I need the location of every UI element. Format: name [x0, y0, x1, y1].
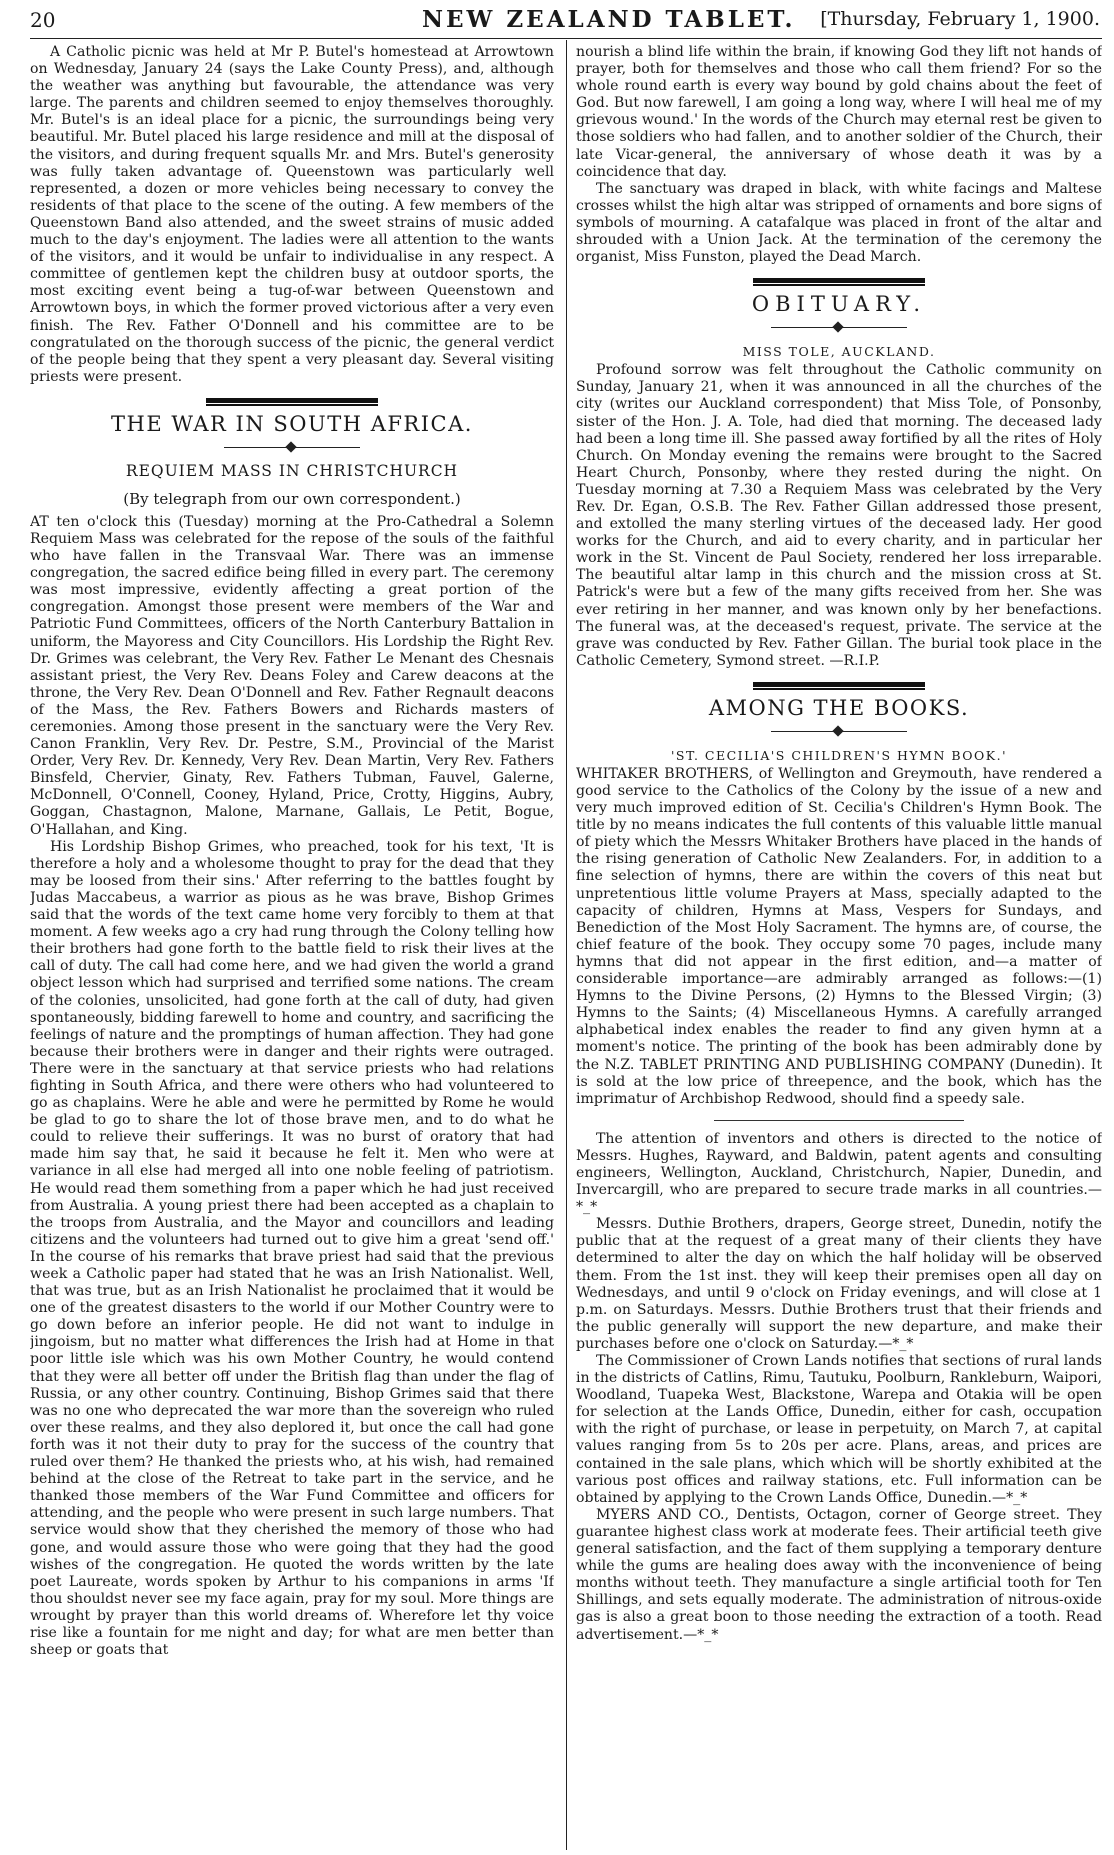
- section-rule: [576, 682, 1102, 688]
- books-paragraph: WHITAKER BROTHERS, of Wellington and Greymouth, have rendered a good service to the Catholics of the Colony by the issue of a new and very much improved edition of St. Cecilia's Children's Hymn Book. The title by no means indicates the full contents of this valuable little manual of piety which the Messrs Whitaker Brothers have placed in the hands of the rising generation of Catholic New Zealanders. For, in addition to a fine selection of hymns, there are within the covers of this neat but unpretentious little volume Prayers at Mass, specially adapted to the capacity of children, Hymns at Mass, Vespers for Sundays, and Benediction of the Most Holy Sacrament. The hymns are, of course, the chief feature of the book. They occupy some 70 pages, include many hymns that did not appear in the first edition, and—a matter of considerable importance—are admirably arranged as follows:—(1) Hymns to the Divine Persons, (2) Hymns to the Blessed Virgin; (3) Hymns to the Saints; (4) Miscellaneous Hymns. A carefully arranged alphabetical index enables the reader to find any given hymn at a moment's notice. The printing of the book has been admirably done by the N.Z. TABLET PRINTING AND PUBLISHING COMPANY (Dunedin). It is sold at the low price of threepence, and the book, which has the imprimatur of Archbishop Redwood, should find a speedy sale.: [576, 765, 1102, 1107]
- notice-inventors: The attention of inventors and others is directed to the notice of Messrs. Hughes, Rayward, and Baldwin, patent agents and consulting engineers, Wellington, Auckland, Christchurch, Napier, Dunedin, and Invercargill, who are prepared to secure trade marks in all countries.—*_*: [576, 1130, 1102, 1216]
- masthead-rule: [30, 38, 1102, 39]
- section-rule: [30, 398, 554, 404]
- section-rule: [576, 278, 1102, 284]
- requiem-mass-paragraph-2: His Lordship Bishop Grimes, who preached, took for his text, 'It is therefore a holy and a wholesome thought to pray for the dead that they may be loosed from their sins.' After referring to the battles fought by Judas Maccabeus, a warrior as pious as he was brave, Bishop Grimes said that the words of the text came home very forcibly to them at that moment. A few weeks ago a cry had rung through the Colony telling how their brothers had gone forth to the battle field to risk their lives at the call of duty. The call had come here, and we had given the world a grand object lesson which had surprised and terrified some nations. The cream of the colonies, unsolicited, had gone forth at the call of duty, had given spontaneously, bidding farewell to home and country, and sacrificing the feelings of nature and the promptings of human affection. They had gone because their brothers were in danger and their rights were outraged. There were in the sanctuary at that service priests who had relations fighting in South Africa, and there were others who had volunteered to go as chaplains. Were he able and were he permitted by Rome he would be glad to go to share the lot of those brave men, and to do what he could to relieve their sufferings. It was no burst of oratory that had made him say that, he said it because he felt it. Men who were at variance in all else had merged all into one noble feeling of patriotism. He would read them something from a paper which he had just received from Australia. A young priest there had been accepted as a chaplain to the troops from Australia, and the Mayor and councillors and leading citizens and the volunteers had turned out to give him a great 'send off.' In the course of his remarks that brave priest had said that the previous week a Catholic paper had stated that he was an Irish Nationalist. Well, that was true, but as an Irish Nationalist he proclaimed that it would be one of the greatest disasters to the world if our Mother Country were to go down before an inferior people. He did not want to indulge in jingoism, but no matter what differences the Irish had at Home in that poor little isle which was his own Mother Country, he would contend that they were all better off under the British flag than under the flag of Russia, or any other country. Continuing, Bishop Grimes said that there was no one who deprecated the war more than the sovereign who ruled over these realms, and they also deplored it, but once the call had gone forth was it not their duty to pray for the success of the country that ruled over them? He thanked the priests who, at his wish, had remained behind at the close of the Retreat to take part in the service, and he thanked those members of the War Fund Committee and officers for attending, and the people who were present in such large numbers. That service would show that they cherished the memory of those who had gone, and would assure those who were going that they had the good wishes of the congregation. He quoted the words written by the late poet Laureate, words spoken by Arthur to his companions in arms 'If thou shouldst never see my face again, pray for my soul. More things are wrought by prayer than this world dreams of. Wherefore let thy voice rise like a fountain for me night and day; for what are men better than sheep or goats that: [30, 838, 554, 1659]
- diamond-rule: [224, 442, 360, 454]
- left-column: [30, 44, 554, 1850]
- page-number: 20: [30, 8, 56, 32]
- requiem-mass-continued: nourish a blind life within the brain, if knowing God they lift not hands of prayer, both for themselves and those who call them friend? For so the whole round earth is every way bound by gold chains about the feet of God. But now farewell, I am going a long way, where I will heal me of my grievous wound.' In the words of the Church may eternal rest be given to those soldiers who had fallen, and to another soldier of the Church, their late Vicar-general, the anniversary of whose death it was by a coincidence that day.: [576, 44, 1102, 180]
- byline: (By telegraph from our own correspondent.): [123, 489, 461, 508]
- books-subheading: 'ST. CECILIA'S CHILDREN'S HYMN BOOK.': [670, 747, 1008, 763]
- war-subheading: REQUIEM MASS IN CHRISTCHURCH: [125, 461, 459, 480]
- diamond-rule: [771, 726, 907, 738]
- diamond-rule: [771, 322, 907, 334]
- war-heading: THE WAR IN SOUTH AFRICA.: [111, 411, 473, 436]
- requiem-mass-paragraph-1: AT ten o'clock this (Tuesday) morning at the Pro-Cathedral a Solemn Requiem Mass was celebrated for the repose of the souls of the faithful who have fallen in the Transvaal War. There was an immense congregation, the sacred edifice being filled in every part. The ceremony was most impressive, evidently affecting a great portion of the congregation. Amongst those present were members of the War and Patriotic Fund Committees, officers of the North Canterbury Battalion in uniform, the Mayoress and City Councillors. His Lordship the Right Rev. Dr. Grimes was celebrant, the Very Rev. Father Le Menant des Chesnais assistant priest, the Very Rev. Deans Foley and Carew deacons at the throne, the Very Rev. Dean O'Donnell and Rev. Father Regnault deacons of the Mass, the Rev. Fathers Bowers and Richards masters of ceremonies. Among those present in the sanctuary were the Very Rev. Canon Franklin, Very Rev. Dr. Pestre, S.M., Provincial of the Marist Order, Very Rev. Dr. Kennedy, Very Rev. Dean Martin, Very Rev. Fathers Binsfeld, Chervier, Ginaty, Rev. Fathers Tubman, Fauvel, Galerne, McDonnell, O'Connell, Cooney, Hyland, Price, Crotty, Higgins, Aubry, Goggan, Chastagnon, Malone, Marnane, Gallais, Le Petit, Bogue, O'Hallahan, and King.: [30, 513, 554, 838]
- notices-rule: [714, 1120, 964, 1121]
- requiem-mass-decorations: The sanctuary was draped in black, with white facings and Maltese crosses whilst the high altar was stripped of ornaments and bore signs of symbols of mourning. A catafalque was placed in front of the altar and shrouded with a Union Jack. At the termination of the ceremony the organist, Miss Funston, played the Dead March.: [576, 180, 1102, 266]
- right-column: [576, 44, 1102, 1850]
- paper-title: NEW ZEALAND TABLET.: [422, 6, 796, 33]
- books-heading: AMONG THE BOOKS.: [708, 695, 970, 720]
- obituary-subheading: MISS TOLE, AUCKLAND.: [742, 344, 936, 360]
- notice-myers-dentists: MYERS AND CO., Dentists, Octagon, corner of George street. They guarantee highest class work at moderate fees. Their artificial teeth give general satisfaction, and the fact of them supplying a temporary denture while the gums are healing does away with the inconvenience of being months without teeth. They manufacture a single artificial tooth for Ten Shillings, and sets equally moderate. The administration of nitrous-oxide gas is also a great boon to those needing the extraction of a tooth. Read advertisement.—*_*: [576, 1506, 1102, 1643]
- issue-date: [Thursday, February 1, 1900.: [820, 8, 1100, 30]
- obituary-heading: OBITUARY.: [751, 292, 927, 317]
- obituary-paragraph: Profound sorrow was felt throughout the Catholic community on Sunday, January 21, when it was announced in all the churches of the city (writes our Auckland correspondent) that Miss Tole, of Ponsonby, sister of the Hon. J. A. Tole, had died that morning. The deceased lady had been a long time ill. She passed away fortified by all the rites of Holy Church. On Monday evening the remains were brought to the Sacred Heart Church, Ponsonby, where they rested during the night. On Tuesday morning at 7.30 a Requiem Mass was celebrated by the Very Rev. Dr. Egan, O.S.B. The Rev. Father Gillan addressed those present, and extolled the many sterling virtues of the deceased lady. Her good works for the Church, and aid to every charity, and in particular her work in the St. Vincent de Paul Society, rendered her loss irreparable. The beautiful altar lamp in this church and the mission cross at St. Patrick's were but a few of the many gifts received from her. She was ever retiring in her manner, and was known only by her benefactions. The funeral was, at the deceased's request, private. The service at the grave was conducted by Rev. Father Gillan. The burial took place in the Catholic Cemetery, Symond street. —R.I.P.: [576, 362, 1102, 669]
- article-picnic: A Catholic picnic was held at Mr P. Butel's homestead at Arrowtown on Wednesday, January 24 (says the Lake County Press), and, although the weather was anything but favourable, the attendance was very large. The parents and children seemed to enjoy themselves thoroughly. Mr. Butel's is an ideal place for a picnic, the surroundings being very beautiful. Mr. Butel placed his large residence and mill at the disposal of the visitors, and during frequent squalls Mr. and Mrs. Butel's generosity was fully taken advantage of. Queenstown was particularly well represented, a dozen or more vehicles being necessary to convey the residents of that place to the scene of the outing. A few members of the Queenstown Band also attended, and the sweet strains of music added much to the day's enjoyment. The ladies were all attention to the wants of the visitors, and it would be unfair to individualise in any respect. A committee of gentlemen kept the children busy at outdoor sports, the most exciting event being a tug-of-war between Queenstown and Arrowtown boys, in which the former proved victorious after a very even finish. The Rev. Father O'Donnell and his committee are to be congratulated on the thorough success of the picnic, the general verdict of the people being that they spent a very pleasant day. Several visiting priests were present.: [30, 44, 554, 385]
- notice-crown-lands: The Commissioner of Crown Lands notifies that sections of rural lands in the districts of Catlins, Rimu, Tautuku, Poolburn, Rankleburn, Waipori, Woodland, Tuapeka West, Blackstone, Warepa and Otakia will be open for selection at the Lands Office, Dunedin, either for cash, occupation with the right of purchase, or lease in perpetuity, on March 7, at capital values ranging from 5s to 20s per acre. Plans, areas, and prices are contained in the sale plans, which which will be shortly exhibited at the various post offices and railway stations, etc. Full information can be obtained by applying to the Crown Lands Office, Dunedin.—*_*: [576, 1353, 1102, 1506]
- notice-duthie-brothers: Messrs. Duthie Brothers, drapers, George street, Dunedin, notify the public that at the request of a great many of their clients they have determined to alter the day on which the half holiday will be observed them. From the 1st inst. they will keep their premises open all day on Wednesdays, and until 9 o'clock on Friday evenings, and will close at 1 p.m. on Saturdays. Messrs. Duthie Brothers trust that their friends and the public generally will support the new departure, and make their purchases before one o'clock on Saturday.—*_*: [576, 1216, 1102, 1352]
- masthead: [30, 6, 1100, 38]
- column-divider: [566, 40, 567, 1850]
